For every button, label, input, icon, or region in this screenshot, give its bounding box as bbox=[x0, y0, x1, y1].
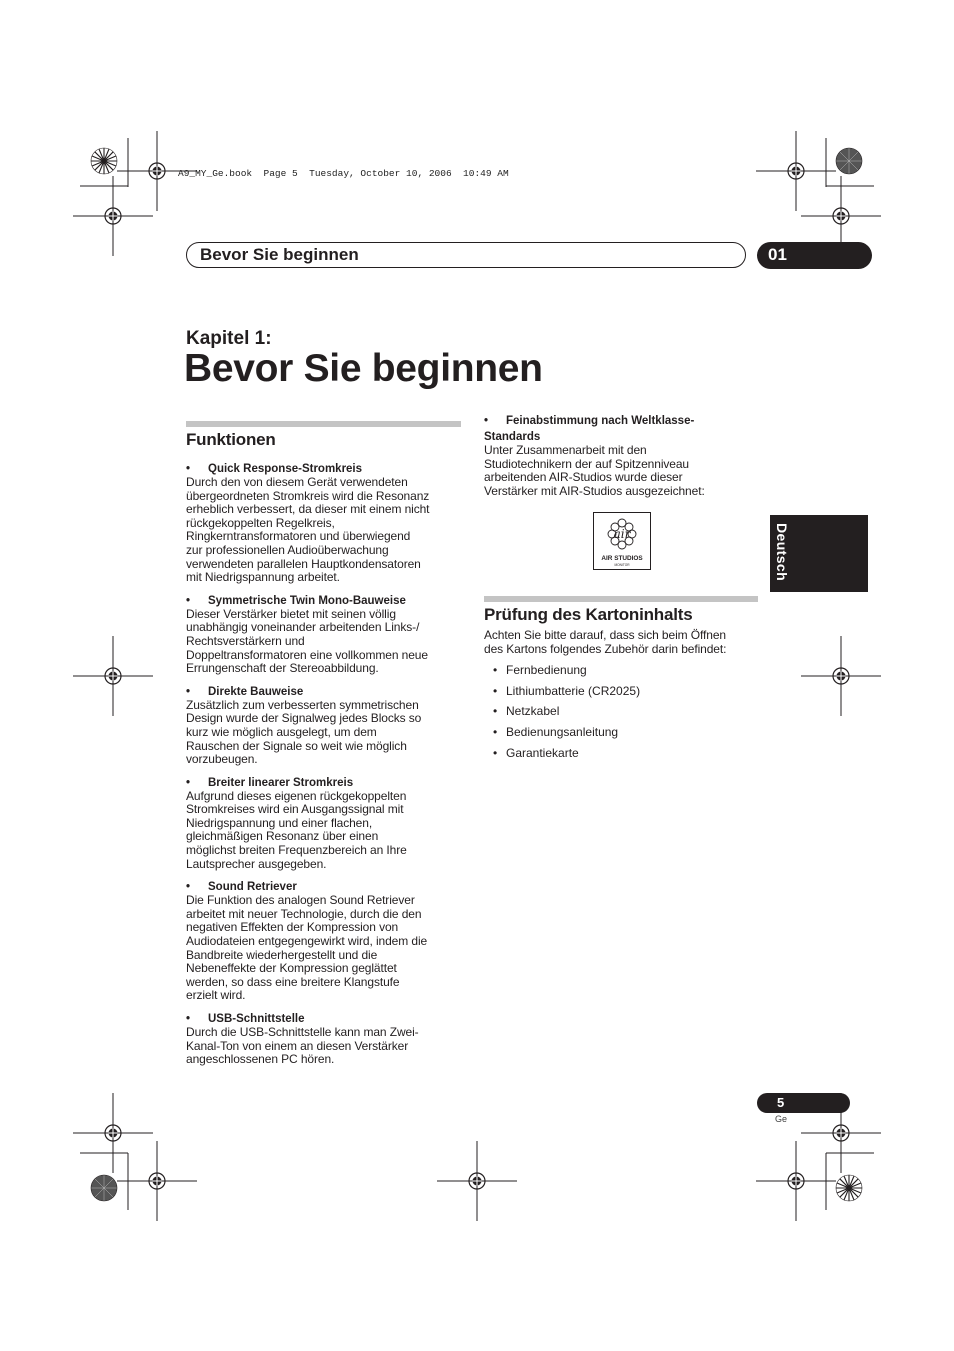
section-funktionen bbox=[186, 421, 461, 1067]
page-number-badge bbox=[757, 1093, 850, 1113]
header-title: Bevor Sie beginnen bbox=[200, 245, 359, 264]
air-logo-icon bbox=[594, 513, 650, 569]
svg-text:AIR STUDIOS: AIR STUDIOS bbox=[601, 555, 643, 562]
section-rule bbox=[484, 596, 758, 602]
chapter-title: Bevor Sie beginnen bbox=[184, 347, 543, 390]
section-pruefung bbox=[484, 596, 758, 763]
feature-title: • Feinabstimmung nach Weltklasse- bbox=[484, 414, 758, 428]
file-info: A9_MY_Ge.book Page 5 Tuesday, October 10, 2006 10:49 AM bbox=[178, 168, 509, 179]
svg-text:air: air bbox=[613, 527, 631, 541]
list-item: • Lithiumbatterie (CR2025) bbox=[484, 681, 758, 702]
feature-text: Aufgrund dieses eigenen rückgekoppelten Stromkreises wird ein Ausgangssignal mit Niedrigspannung und einer flachen, gleichmäßigen Resonanz über einen möglichst breiten Frequenzbereich an Ihre Lautsprecher ausgegeben. bbox=[186, 788, 407, 871]
feature-title: • Breiter linearer Stromkreis bbox=[186, 776, 461, 790]
svg-text:MONITOR: MONITOR bbox=[614, 563, 630, 567]
section-intro: Achten Sie bitte darauf, dass sich beim Öffnen des Kartons folgendes Zubehör darin befindet: bbox=[484, 628, 727, 656]
feature-text: Durch den von diesem Gerät verwendeten übergeordneten Stromkreis wird die Resonanz erheblich verbessert, da dieser mit einem nicht rückgekoppelten Regelkreis, Ringkerntransformatoren und überwiegend zur professionellen Audioüberwachung verwendeten parallelen Hauptkondensatoren mit Niedrigspannung arbeitet. bbox=[186, 475, 430, 585]
feature-text: Unter Zusammenarbeit mit den Studiotechnikern der auf Spitzenniveau arbeitenden AIR-Studios wurde dieser Verstärker mit AIR-Studios ausgezeichnet: bbox=[484, 443, 705, 498]
feature-title: • Sound Retriever bbox=[186, 880, 461, 894]
section-heading: Funktionen bbox=[186, 430, 276, 449]
air-studios-logo bbox=[593, 512, 651, 570]
feature-text: Dieser Verstärker bietet mit seinen völlig unabhängig voneinander arbeitenden Links-/ Rechtsverstärkern und Doppeltransformatoren eine vollkommen neue Errungenschaft der Stereoabbildung. bbox=[186, 606, 428, 676]
feature-title: • Direkte Bauweise bbox=[186, 685, 461, 699]
accessory-list bbox=[484, 660, 758, 763]
section-rule bbox=[186, 421, 461, 427]
feature-title: • Quick Response-Stromkreis bbox=[186, 462, 461, 476]
chapter-label: Kapitel 1: bbox=[186, 328, 272, 349]
feature-title-continued: Standards bbox=[484, 431, 541, 443]
list-item: • Netzkabel bbox=[484, 701, 758, 722]
list-item: • Garantiekarte bbox=[484, 743, 758, 764]
language-tab-label: Deutsch bbox=[774, 523, 790, 582]
section-heading: Prüfung des Kartoninhalts bbox=[484, 605, 693, 624]
feature-title: • USB-Schnittstelle bbox=[186, 1012, 461, 1026]
list-item: • Fernbedienung bbox=[484, 660, 758, 681]
page-number: 5 bbox=[777, 1095, 785, 1110]
feature-title: • Symmetrische Twin Mono-Bauweise bbox=[186, 594, 461, 608]
feature-text: Die Funktion des analogen Sound Retriever arbeitet mit neuer Technologie, durch die den negativen Effekten der Kompression von Audiodateien entgegengewirkt wird, indem die Bandbreite wiederhergestellt und die Nebeneffekte der Kompression geglättet werden, so dass eine breitere Klangstufe erzielt wird. bbox=[186, 893, 428, 1003]
feature-text: Durch die USB-Schnittstelle kann man Zwei- Kanal-Ton von einem an diesen Verstärker angeschlossenen PC hören. bbox=[186, 1025, 419, 1067]
page-language-code: Ge bbox=[775, 1114, 788, 1124]
list-item: • Bedienungsanleitung bbox=[484, 722, 758, 743]
feature-text: Zusätzlich zum verbesserten symmetrischen Design wurde der Signalweg jedes Blocks so kurz wie möglich ausgelegt, um dem Rauschen der Signale so weit wie möglich vorzubeugen. bbox=[186, 697, 422, 767]
chapter-number: 01 bbox=[768, 245, 787, 264]
section-feinabstimmung bbox=[484, 405, 758, 498]
